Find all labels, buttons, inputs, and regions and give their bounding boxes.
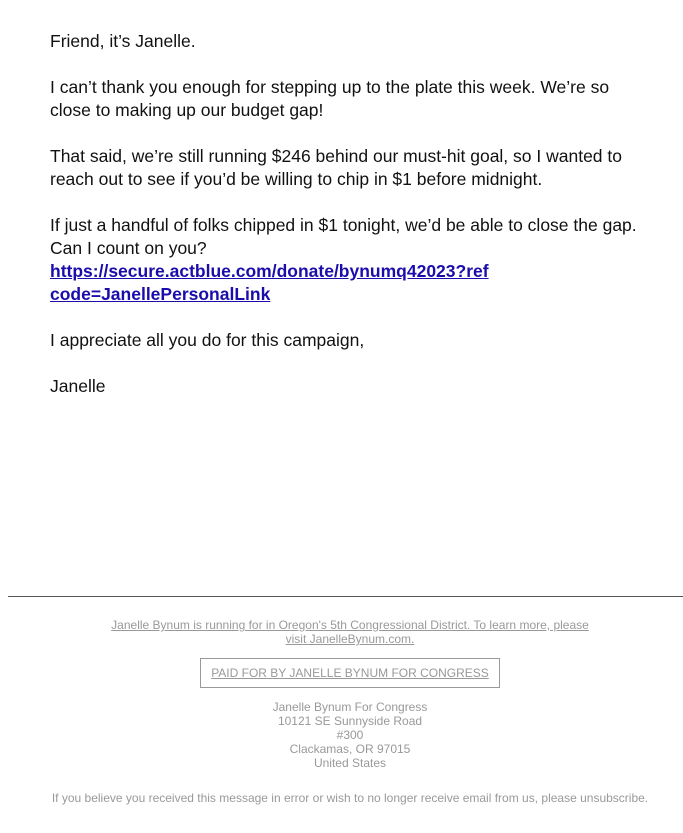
paragraph-goal: That said, we’re still running $246 behind our must-hit goal, so I wanted to reach out to see if you’d be willing to chip in $1 before midnight.: [50, 146, 622, 189]
address-street: 10121 SE Sunnyside Road: [277, 714, 423, 728]
paid-for-box: PAID FOR BY JANELLE BYNUM FOR CONGRESS: [200, 658, 500, 688]
address-city: Clackamas, OR 97015: [289, 742, 411, 756]
paragraph-ask: [50, 214, 650, 306]
paragraph-thanks: I can’t thank you enough for stepping up to the plate this week. We’re so close to making up our budget gap!: [50, 77, 610, 120]
address-country: United States: [313, 756, 387, 770]
closing-line: I appreciate all you do for this campaign,: [50, 330, 365, 350]
unsubscribe-notice[interactable]: If you believe you received this message in error or wish to no longer receive email from us, please unsubscribe.: [51, 791, 649, 805]
campaign-disclosure-link[interactable]: Janelle Bynum is running for in Oregon's 5th Congressional District. To learn more, please visit JanelleBynum.com.: [111, 618, 589, 646]
greeting: Friend, it’s Janelle.: [50, 31, 196, 51]
footer-divider: [8, 596, 683, 597]
mailing-address: [0, 700, 683, 770]
email-body: [50, 30, 650, 421]
address-name: Janelle Bynum For Congress: [272, 700, 428, 714]
donate-link[interactable]: https://secure.actblue.com/donate/bynumq42023?refcode=JanellePersonalLink: [50, 261, 489, 304]
ask-text: If just a handful of folks chipped in $1 tonight, we’d be able to close the gap. Can I count on you?: [50, 215, 637, 258]
signature: Janelle: [50, 376, 106, 396]
email-footer: [0, 618, 683, 805]
address-suite: #300: [336, 728, 364, 742]
